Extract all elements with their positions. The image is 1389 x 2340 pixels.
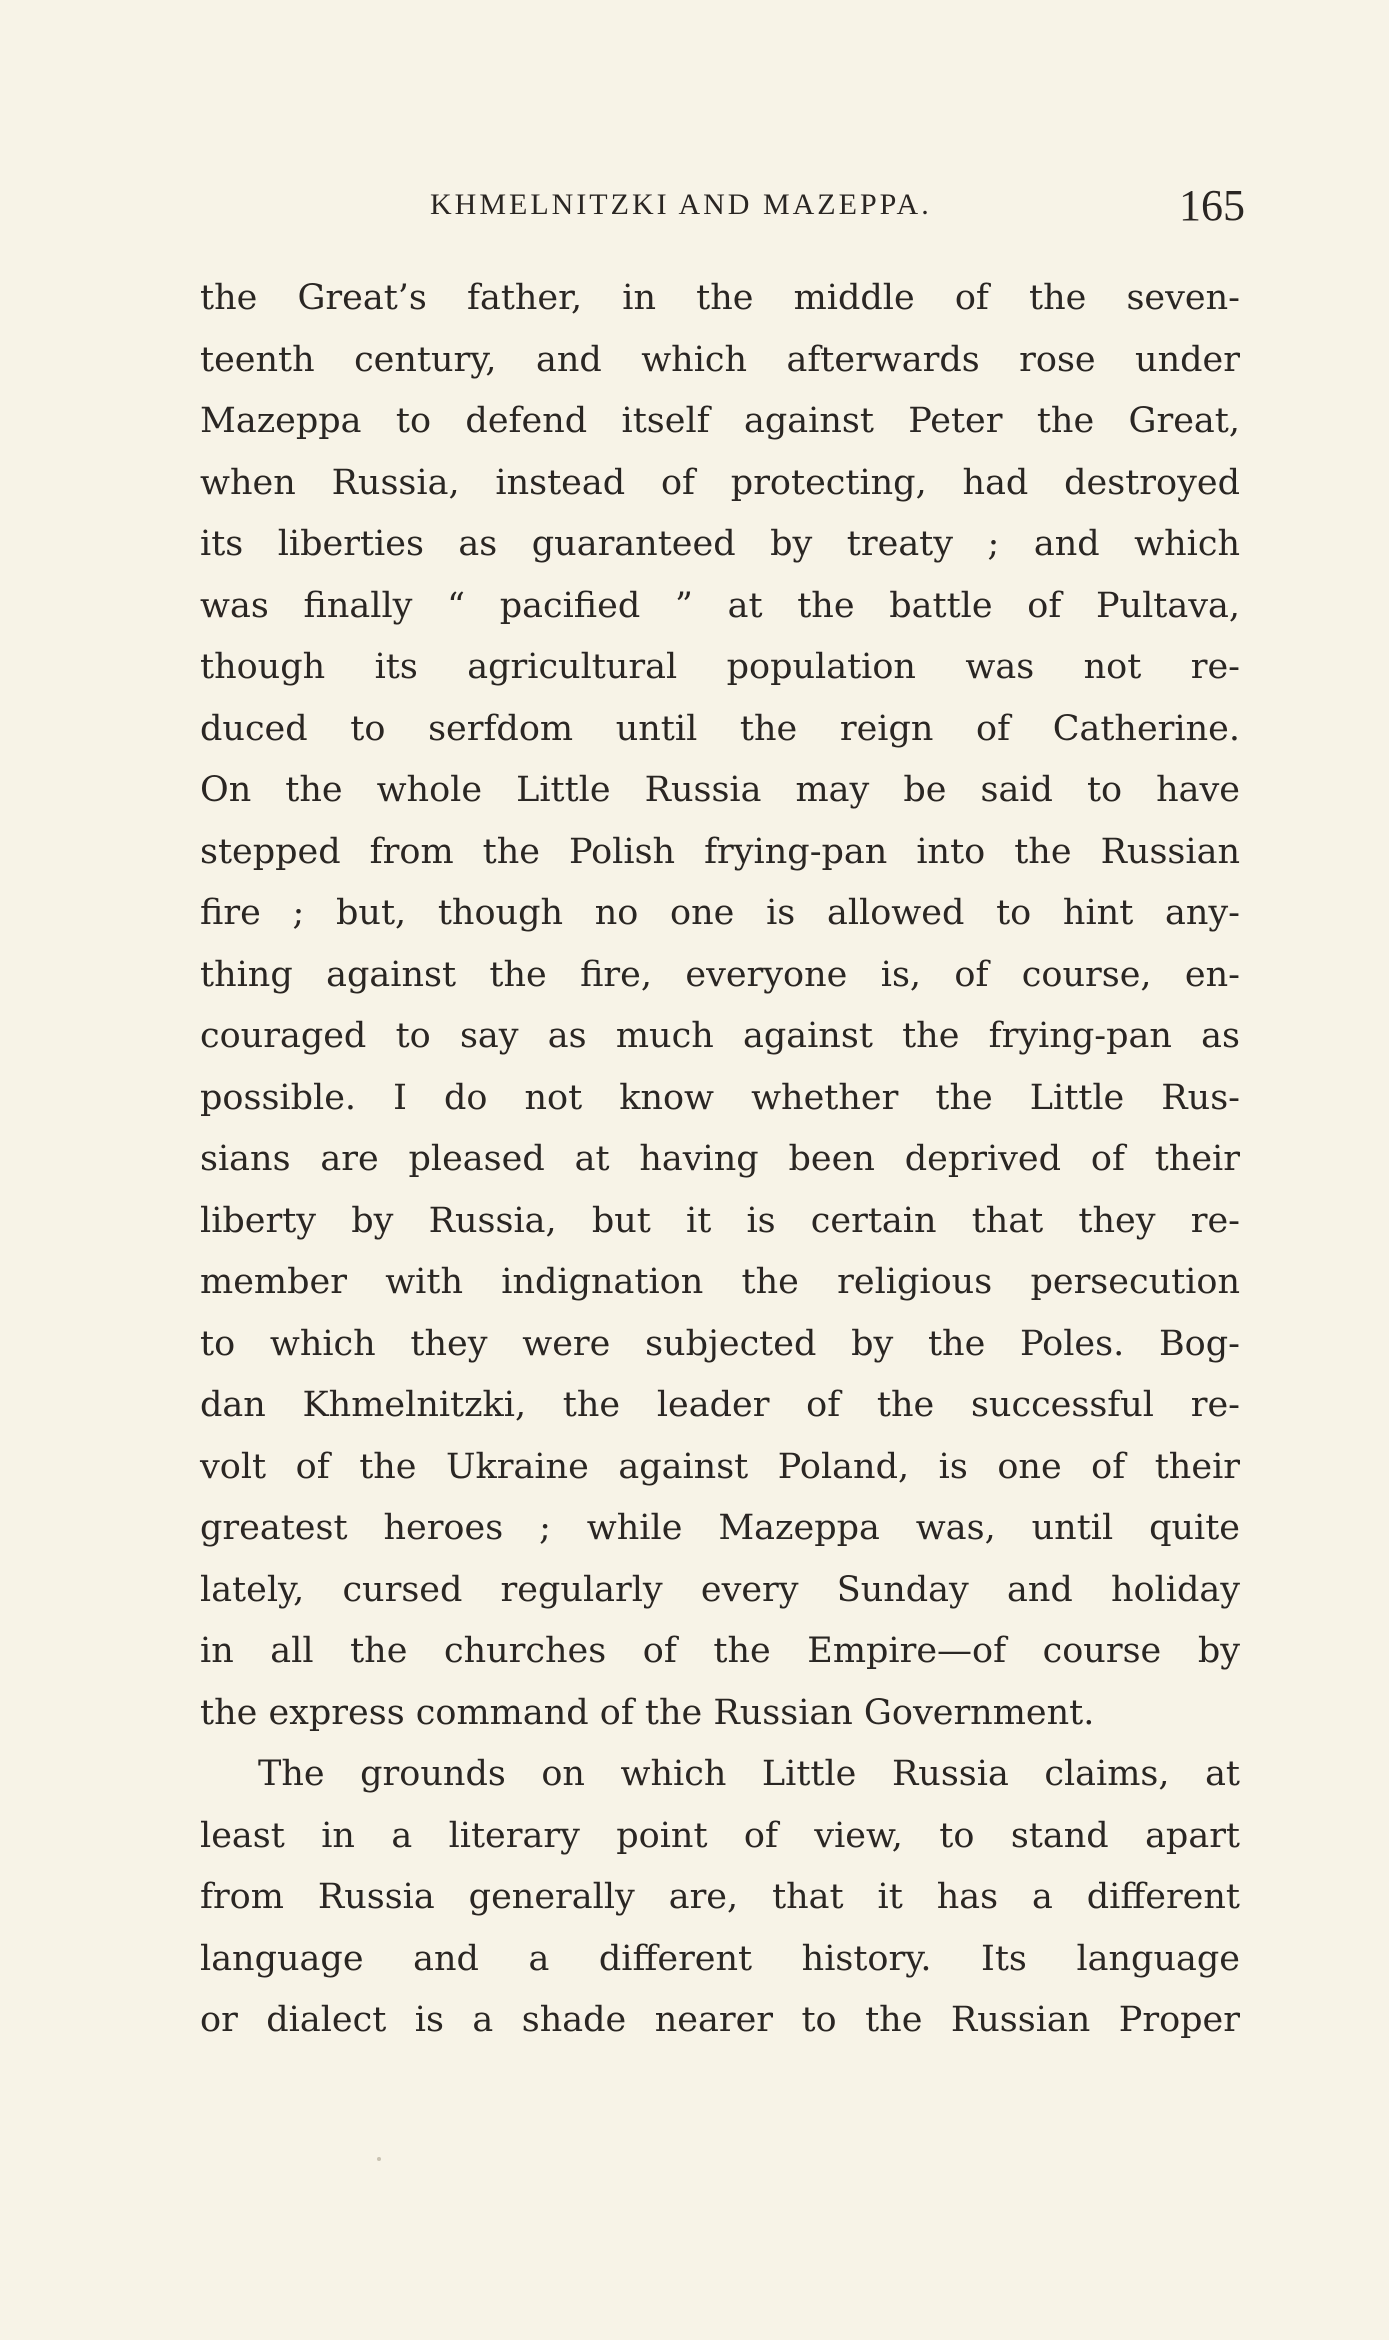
paper-speck [377, 2157, 381, 2161]
running-title: KHMELNITZKI AND MAZEPPA. [430, 188, 932, 221]
text-line: least in a literary point of view, to stand apart [200, 1815, 1240, 1856]
running-head [200, 180, 1245, 230]
text-line: volt of the Ukraine against Poland, is one of their [200, 1446, 1240, 1487]
text-line: the Great’s father, in the middle of the seven- [200, 278, 1240, 318]
text-line: in all the churches of the Empire—of course by [200, 1631, 1240, 1671]
text-line: though its agricultural population was not re- [200, 647, 1240, 687]
text-line: lately, cursed regularly every Sunday and holiday [200, 1569, 1240, 1610]
text-line: was finally “ pacified ” at the battle of Pultava, [200, 585, 1240, 626]
text-line: from Russia generally are, that it has a different [200, 1877, 1240, 1917]
page-number: 165 [1179, 181, 1245, 230]
text-line: couraged to say as much against the frying-pan as [200, 1016, 1240, 1056]
text-line: language and a different history. Its language [200, 1938, 1240, 1979]
text-line: On the whole Little Russia may be said to have [200, 770, 1240, 810]
text-line: its liberties as guaranteed by treaty ; and which [200, 524, 1240, 564]
text-line: possible. I do not know whether the Little Rus- [200, 1077, 1240, 1118]
text-line: duced to serfdom until the reign of Catherine. [200, 708, 1240, 749]
text-line: member with indignation the religious persecution [200, 1262, 1240, 1302]
text-line: when Russia, instead of protecting, had destroyed [200, 462, 1240, 503]
text-line: dan Khmelnitzki, the leader of the successful re- [200, 1385, 1240, 1425]
text-line: fire ; but, though no one is allowed to hint any- [200, 893, 1240, 933]
paragraph-start-line: The grounds on which Little Russia claims, at [258, 1754, 1240, 1794]
text-line: Mazeppa to defend itself against Peter the Great, [200, 401, 1240, 441]
paragraph-end-line: the express command of the Russian Government. [200, 1692, 1095, 1733]
text-line: or dialect is a shade nearer to the Russian Proper [200, 2000, 1240, 2040]
text-line: thing against the fire, everyone is, of course, en- [200, 954, 1240, 995]
text-line: liberty by Russia, but it is certain that they re- [200, 1200, 1240, 1241]
text-line: sians are pleased at having been deprived of their [200, 1139, 1240, 1179]
text-line: stepped from the Polish frying-pan into the Russian [200, 831, 1240, 872]
text-line: to which they were subjected by the Poles. Bog- [200, 1323, 1240, 1364]
text-line: greatest heroes ; while Mazeppa was, until quite [200, 1508, 1240, 1548]
body-text [200, 268, 1240, 2052]
text-line: teenth century, and which afterwards rose under [200, 339, 1240, 380]
